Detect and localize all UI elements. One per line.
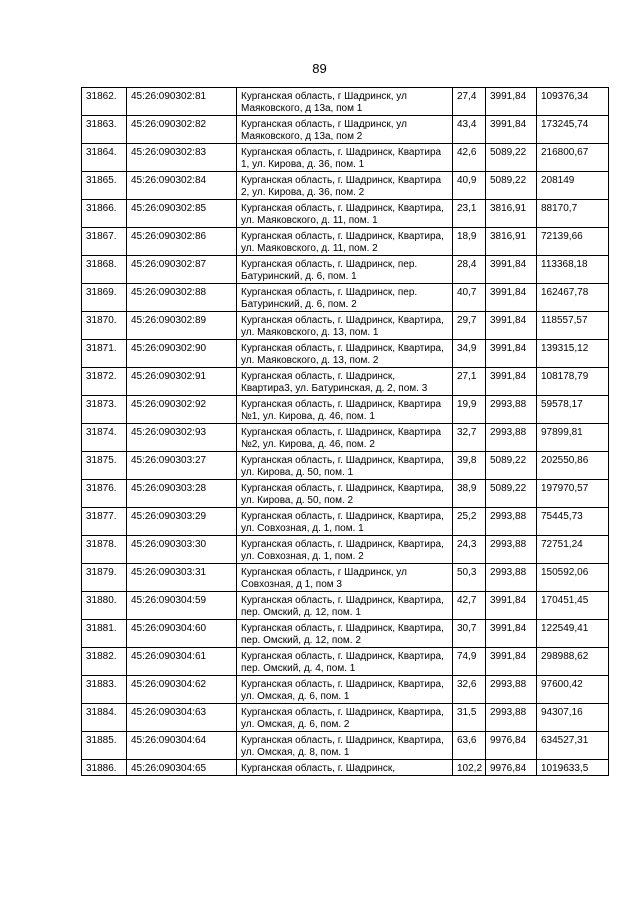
rate-cell: 3991,84: [486, 256, 537, 284]
area-cell: 18,9: [453, 228, 486, 256]
table-row: [82, 592, 609, 620]
area-cell: 40,9: [453, 172, 486, 200]
value-cell: 298988,62: [537, 648, 609, 676]
value-cell: 216800,67: [537, 144, 609, 172]
row-number-cell: 31875.: [82, 452, 127, 480]
cadastral-number-cell: 45:26:090303:28: [127, 480, 237, 508]
address-cell: Курганская область, г. Шадринск, Квартира, ул. Омская, д. 6, пом. 2: [237, 704, 453, 732]
rate-cell: 5089,22: [486, 480, 537, 508]
cadastral-number-cell: 45:26:090303:31: [127, 564, 237, 592]
row-number-cell: 31873.: [82, 396, 127, 424]
table-row: [82, 732, 609, 760]
row-number-cell: 31877.: [82, 508, 127, 536]
rate-cell: 2993,88: [486, 564, 537, 592]
rate-cell: 3991,84: [486, 340, 537, 368]
area-cell: 27,1: [453, 368, 486, 396]
cadastral-number-cell: 45:26:090302:90: [127, 340, 237, 368]
value-cell: 1019633,5: [537, 760, 609, 776]
cadastral-number-cell: 45:26:090304:65: [127, 760, 237, 776]
area-cell: 30,7: [453, 620, 486, 648]
row-number-cell: 31880.: [82, 592, 127, 620]
address-cell: Курганская область, г Шадринск, ул Совхозная, д 1, пом 3: [237, 564, 453, 592]
rate-cell: 2993,88: [486, 508, 537, 536]
address-cell: Курганская область, г. Шадринск, Квартира 2, ул. Кирова, д. 36, пом. 2: [237, 172, 453, 200]
table-row: [82, 480, 609, 508]
table-row: [82, 536, 609, 564]
cadastral-number-cell: 45:26:090302:85: [127, 200, 237, 228]
cadastral-number-cell: 45:26:090302:82: [127, 116, 237, 144]
area-cell: 32,7: [453, 424, 486, 452]
table-row: [82, 368, 609, 396]
area-cell: 19,9: [453, 396, 486, 424]
address-cell: Курганская область, г Шадринск, ул Маяковского, д 13а, пом 1: [237, 88, 453, 116]
value-cell: 59578,17: [537, 396, 609, 424]
address-cell: Курганская область, г. Шадринск, Квартира, ул. Кирова, д. 50, пом. 2: [237, 480, 453, 508]
address-cell: Курганская область, г. Шадринск, Квартира3, ул. Батуринская, д. 2, пом. 3: [237, 368, 453, 396]
value-cell: 202550,86: [537, 452, 609, 480]
cadastral-number-cell: 45:26:090302:93: [127, 424, 237, 452]
table-row: [82, 312, 609, 340]
area-cell: 50,3: [453, 564, 486, 592]
area-cell: 27,4: [453, 88, 486, 116]
address-cell: Курганская область, г. Шадринск, Квартира, ул. Совхозная, д. 1, пом. 2: [237, 536, 453, 564]
cadastral-number-cell: 45:26:090303:27: [127, 452, 237, 480]
area-cell: 38,9: [453, 480, 486, 508]
area-cell: 34,9: [453, 340, 486, 368]
table-row: [82, 256, 609, 284]
value-cell: 88170,7: [537, 200, 609, 228]
table-row: [82, 284, 609, 312]
row-number-cell: 31871.: [82, 340, 127, 368]
rate-cell: 3991,84: [486, 88, 537, 116]
table-row: [82, 508, 609, 536]
rate-cell: 3991,84: [486, 116, 537, 144]
area-cell: 29,7: [453, 312, 486, 340]
rate-cell: 3816,91: [486, 200, 537, 228]
rate-cell: 3991,84: [486, 592, 537, 620]
cadastral-number-cell: 45:26:090304:63: [127, 704, 237, 732]
value-cell: 139315,12: [537, 340, 609, 368]
row-number-cell: 31874.: [82, 424, 127, 452]
cadastral-number-cell: 45:26:090302:86: [127, 228, 237, 256]
address-cell: Курганская область, г. Шадринск, Квартира, ул. Маяковского, д. 11, пом. 1: [237, 200, 453, 228]
table-row: [82, 424, 609, 452]
area-cell: 39,8: [453, 452, 486, 480]
cadastral-number-cell: 45:26:090304:59: [127, 592, 237, 620]
table-row: [82, 452, 609, 480]
address-cell: Курганская область, г. Шадринск,: [237, 760, 453, 776]
address-cell: Курганская область, г. Шадринск, Квартира, пер. Омский, д. 4, пом. 1: [237, 648, 453, 676]
value-cell: 197970,57: [537, 480, 609, 508]
cadastral-number-cell: 45:26:090304:64: [127, 732, 237, 760]
row-number-cell: 31879.: [82, 564, 127, 592]
row-number-cell: 31867.: [82, 228, 127, 256]
value-cell: 72139,66: [537, 228, 609, 256]
row-number-cell: 31883.: [82, 676, 127, 704]
rate-cell: 2993,88: [486, 704, 537, 732]
area-cell: 25,2: [453, 508, 486, 536]
row-number-cell: 31862.: [82, 88, 127, 116]
value-cell: 97600,42: [537, 676, 609, 704]
value-cell: 122549,41: [537, 620, 609, 648]
area-cell: 31,5: [453, 704, 486, 732]
rate-cell: 3991,84: [486, 648, 537, 676]
area-cell: 63,6: [453, 732, 486, 760]
address-cell: Курганская область, г. Шадринск, Квартира, ул. Совхозная, д. 1, пом. 1: [237, 508, 453, 536]
cadastral-number-cell: 45:26:090302:92: [127, 396, 237, 424]
cadastral-number-cell: 45:26:090302:81: [127, 88, 237, 116]
row-number-cell: 31881.: [82, 620, 127, 648]
address-cell: Курганская область, г. Шадринск, Квартира 1, ул. Кирова, д. 36, пом. 1: [237, 144, 453, 172]
table-row: [82, 340, 609, 368]
table-row: [82, 760, 609, 776]
table-row: [82, 648, 609, 676]
rate-cell: 5089,22: [486, 452, 537, 480]
address-cell: Курганская область, г. Шадринск, Квартира, ул. Омская, д. 6, пом. 1: [237, 676, 453, 704]
cadastral-number-cell: 45:26:090304:60: [127, 620, 237, 648]
row-number-cell: 31884.: [82, 704, 127, 732]
table-row: [82, 116, 609, 144]
rate-cell: 3991,84: [486, 312, 537, 340]
value-cell: 634527,31: [537, 732, 609, 760]
value-cell: 170451,45: [537, 592, 609, 620]
table-row: [82, 88, 609, 116]
rate-cell: 2993,88: [486, 396, 537, 424]
row-number-cell: 31866.: [82, 200, 127, 228]
value-cell: 162467,78: [537, 284, 609, 312]
area-cell: 40,7: [453, 284, 486, 312]
cadastral-number-cell: 45:26:090302:87: [127, 256, 237, 284]
table-body: [82, 88, 609, 776]
area-cell: 43,4: [453, 116, 486, 144]
area-cell: 42,6: [453, 144, 486, 172]
rate-cell: 5089,22: [486, 172, 537, 200]
value-cell: 208149: [537, 172, 609, 200]
rate-cell: 9976,84: [486, 732, 537, 760]
row-number-cell: 31885.: [82, 732, 127, 760]
rate-cell: 2993,88: [486, 676, 537, 704]
row-number-cell: 31869.: [82, 284, 127, 312]
address-cell: Курганская область, г. Шадринск, Квартира, ул. Омская, д. 8, пом. 1: [237, 732, 453, 760]
table-row: [82, 396, 609, 424]
row-number-cell: 31870.: [82, 312, 127, 340]
address-cell: Курганская область, г Шадринск, ул Маяковского, д 13а, пом 2: [237, 116, 453, 144]
rate-cell: 3816,91: [486, 228, 537, 256]
area-cell: 24,3: [453, 536, 486, 564]
area-cell: 23,1: [453, 200, 486, 228]
cadastral-number-cell: 45:26:090302:84: [127, 172, 237, 200]
address-cell: Курганская область, г. Шадринск, пер. Батуринский, д. 6, пом. 1: [237, 256, 453, 284]
cadastral-number-cell: 45:26:090303:29: [127, 508, 237, 536]
value-cell: 108178,79: [537, 368, 609, 396]
cadastral-number-cell: 45:26:090303:30: [127, 536, 237, 564]
row-number-cell: 31882.: [82, 648, 127, 676]
table-row: [82, 172, 609, 200]
row-number-cell: 31872.: [82, 368, 127, 396]
cadastral-number-cell: 45:26:090302:91: [127, 368, 237, 396]
value-cell: 72751,24: [537, 536, 609, 564]
rate-cell: 2993,88: [486, 424, 537, 452]
value-cell: 150592,06: [537, 564, 609, 592]
row-number-cell: 31876.: [82, 480, 127, 508]
address-cell: Курганская область, г. Шадринск, Квартира, ул. Маяковского, д. 13, пом. 2: [237, 340, 453, 368]
rate-cell: 9976,84: [486, 760, 537, 776]
address-cell: Курганская область, г. Шадринск, пер. Батуринский, д. 6, пом. 2: [237, 284, 453, 312]
value-cell: 97899,81: [537, 424, 609, 452]
rate-cell: 5089,22: [486, 144, 537, 172]
row-number-cell: 31886.: [82, 760, 127, 776]
table-row: [82, 144, 609, 172]
rate-cell: 2993,88: [486, 536, 537, 564]
value-cell: 118557,57: [537, 312, 609, 340]
row-number-cell: 31863.: [82, 116, 127, 144]
address-cell: Курганская область, г. Шадринск, Квартира, ул. Маяковского, д. 13, пом. 1: [237, 312, 453, 340]
row-number-cell: 31864.: [82, 144, 127, 172]
address-cell: Курганская область, г. Шадринск, Квартира, пер. Омский, д. 12, пом. 1: [237, 592, 453, 620]
row-number-cell: 31878.: [82, 536, 127, 564]
table-row: [82, 704, 609, 732]
area-cell: 74,9: [453, 648, 486, 676]
value-cell: 75445,73: [537, 508, 609, 536]
cadastral-number-cell: 45:26:090302:89: [127, 312, 237, 340]
cadastral-number-cell: 45:26:090302:83: [127, 144, 237, 172]
cadastral-number-cell: 45:26:090304:62: [127, 676, 237, 704]
table-row: [82, 200, 609, 228]
area-cell: 102,2: [453, 760, 486, 776]
table-row: [82, 620, 609, 648]
area-cell: 28,4: [453, 256, 486, 284]
value-cell: 109376,34: [537, 88, 609, 116]
cadastral-number-cell: 45:26:090304:61: [127, 648, 237, 676]
table-row: [82, 228, 609, 256]
address-cell: Курганская область, г. Шадринск, Квартира, ул. Маяковского, д. 11, пом. 2: [237, 228, 453, 256]
value-cell: 94307,16: [537, 704, 609, 732]
cadastral-number-cell: 45:26:090302:88: [127, 284, 237, 312]
address-cell: Курганская область, г. Шадринск, Квартира, пер. Омский, д. 12, пом. 2: [237, 620, 453, 648]
value-cell: 173245,74: [537, 116, 609, 144]
address-cell: Курганская область, г. Шадринск, Квартира, ул. Кирова, д. 50, пом. 1: [237, 452, 453, 480]
address-cell: Курганская область, г. Шадринск, Квартира №1, ул. Кирова, д. 46, пом. 1: [237, 396, 453, 424]
row-number-cell: 31865.: [82, 172, 127, 200]
cadastral-table: [81, 87, 609, 776]
rate-cell: 3991,84: [486, 368, 537, 396]
rate-cell: 3991,84: [486, 284, 537, 312]
address-cell: Курганская область, г. Шадринск, Квартира №2, ул. Кирова, д. 46, пом. 2: [237, 424, 453, 452]
value-cell: 113368,18: [537, 256, 609, 284]
rate-cell: 3991,84: [486, 620, 537, 648]
area-cell: 32,6: [453, 676, 486, 704]
area-cell: 42,7: [453, 592, 486, 620]
table-row: [82, 676, 609, 704]
table-row: [82, 564, 609, 592]
row-number-cell: 31868.: [82, 256, 127, 284]
page-number: 89: [312, 61, 327, 76]
